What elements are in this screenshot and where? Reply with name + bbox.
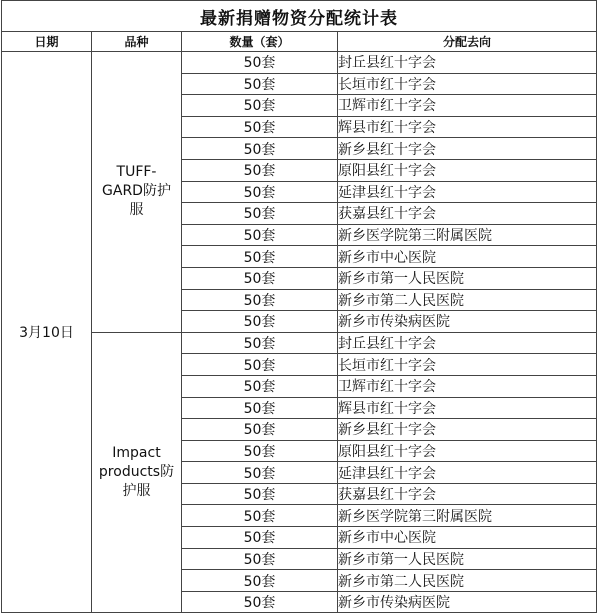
- quantity-cell: 50套: [182, 289, 338, 311]
- destination-cell: 新乡市第一人民医院: [338, 548, 597, 570]
- quantity-cell: 50套: [182, 224, 338, 246]
- destination-cell: 新乡市传染病医院: [338, 311, 597, 333]
- destination-cell: 新乡市中心医院: [338, 527, 597, 549]
- product-name-line: Impact: [112, 445, 161, 462]
- date-cell: 3月10日: [2, 52, 92, 613]
- destination-cell: 延津县红十字会: [338, 462, 597, 484]
- destination-cell: 长垣市红十字会: [338, 73, 597, 95]
- quantity-cell: 50套: [182, 548, 338, 570]
- quantity-cell: 50套: [182, 311, 338, 333]
- destination-cell: 新乡市第二人民医院: [338, 570, 597, 592]
- destination-cell: 新乡市第一人民医院: [338, 267, 597, 289]
- quantity-cell: 50套: [182, 375, 338, 397]
- donation-allocation-table: [1, 0, 597, 613]
- quantity-cell: 50套: [182, 246, 338, 268]
- destination-cell: 新乡市传染病医院: [338, 591, 597, 613]
- quantity-cell: 50套: [182, 116, 338, 138]
- destination-cell: 封丘县红十字会: [338, 52, 597, 74]
- quantity-cell: 50套: [182, 332, 338, 354]
- destination-cell: 获嘉县红十字会: [338, 483, 597, 505]
- destination-cell: 辉县市红十字会: [338, 116, 597, 138]
- destination-cell: 辉县市红十字会: [338, 397, 597, 419]
- destination-cell: 新乡市中心医院: [338, 246, 597, 268]
- destination-cell: 延津县红十字会: [338, 181, 597, 203]
- destination-cell: 新乡医学院第三附属医院: [338, 505, 597, 527]
- product-name-line: 服: [129, 202, 144, 219]
- header-product: 品种: [92, 32, 182, 52]
- quantity-cell: 50套: [182, 73, 338, 95]
- product-cell: [92, 332, 182, 613]
- destination-cell: 卫辉市红十字会: [338, 375, 597, 397]
- destination-cell: 新乡医学院第三附属医院: [338, 224, 597, 246]
- destination-cell: 封丘县红十字会: [338, 332, 597, 354]
- quantity-cell: 50套: [182, 95, 338, 117]
- product-name-line: GARD防护: [102, 183, 171, 200]
- destination-cell: 新乡县红十字会: [338, 138, 597, 160]
- table-title: 最新捐赠物资分配统计表: [2, 1, 597, 32]
- quantity-cell: 50套: [182, 397, 338, 419]
- table-row: [2, 332, 597, 354]
- quantity-cell: 50套: [182, 138, 338, 160]
- destination-cell: 获嘉县红十字会: [338, 203, 597, 225]
- product-name-line: 护服: [122, 483, 151, 500]
- quantity-cell: 50套: [182, 203, 338, 225]
- destination-cell: 卫辉市红十字会: [338, 95, 597, 117]
- quantity-cell: 50套: [182, 52, 338, 74]
- destination-cell: 长垣市红十字会: [338, 354, 597, 376]
- quantity-cell: 50套: [182, 181, 338, 203]
- quantity-cell: 50套: [182, 159, 338, 181]
- quantity-cell: 50套: [182, 354, 338, 376]
- header-quantity: 数量（套）: [182, 32, 338, 52]
- destination-cell: 原阳县红十字会: [338, 159, 597, 181]
- table-body: [2, 52, 597, 613]
- quantity-cell: 50套: [182, 440, 338, 462]
- destination-cell: 新乡县红十字会: [338, 419, 597, 441]
- quantity-cell: 50套: [182, 527, 338, 549]
- header-row: [2, 32, 597, 52]
- quantity-cell: 50套: [182, 267, 338, 289]
- product-name-line: products防: [98, 464, 175, 481]
- quantity-cell: 50套: [182, 462, 338, 484]
- quantity-cell: 50套: [182, 483, 338, 505]
- destination-cell: 原阳县红十字会: [338, 440, 597, 462]
- table-row: [2, 52, 597, 74]
- quantity-cell: 50套: [182, 505, 338, 527]
- destination-cell: 新乡市第二人民医院: [338, 289, 597, 311]
- quantity-cell: 50套: [182, 419, 338, 441]
- product-cell: [92, 52, 182, 333]
- product-name-line: TUFF-: [116, 164, 157, 181]
- quantity-cell: 50套: [182, 591, 338, 613]
- quantity-cell: 50套: [182, 570, 338, 592]
- header-destination: 分配去向: [338, 32, 597, 52]
- header-date: 日期: [2, 32, 92, 52]
